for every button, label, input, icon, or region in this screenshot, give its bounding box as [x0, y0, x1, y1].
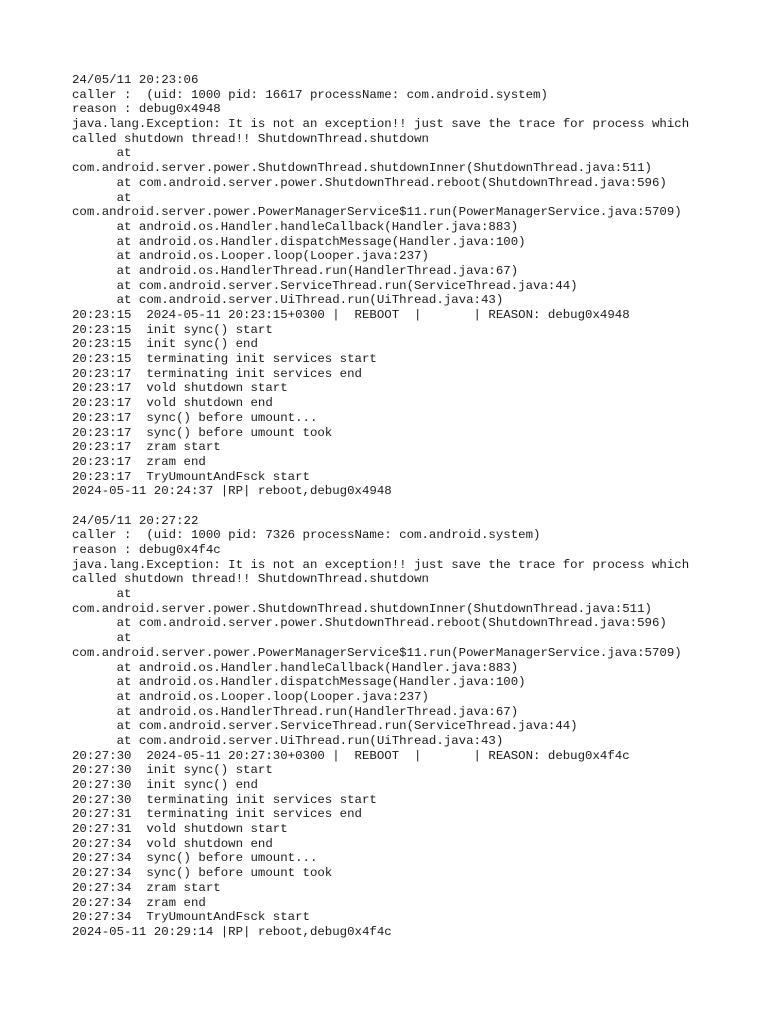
log-line: com.android.server.power.ShutdownThread.shutdownInner(ShutdownThread.java:511)	[72, 601, 652, 616]
log-line: at	[72, 631, 132, 646]
log-line: 20:23:17 sync() before umount took	[72, 425, 333, 440]
log-line: at	[72, 146, 132, 161]
log-line: reason : debug0x4948	[72, 102, 221, 117]
log-line: 20:23:17 zram start	[72, 440, 221, 455]
log-line: 20:27:30 2024-05-11 20:27:30+0300 | REBOOT | | REASON: debug0x4f4c	[72, 748, 630, 763]
log-line: 20:27:30 init sync() end	[72, 778, 258, 792]
log-line: caller : (uid: 1000 pid: 7326 processName: com.android.system)	[72, 528, 541, 543]
log-line: com.android.server.power.ShutdownThread.shutdownInner(ShutdownThread.java:511)	[72, 161, 652, 176]
log-entry	[72, 514, 752, 940]
log-line: called shutdown thread!! ShutdownThread.shutdown	[72, 131, 429, 146]
log-line: com.android.server.power.PowerManagerService$11.run(PowerManagerService.java:5709)	[72, 645, 682, 660]
log-line: at android.os.Handler.handleCallback(Handler.java:883)	[72, 660, 519, 675]
log-document	[72, 73, 752, 940]
log-line: called shutdown thread!! ShutdownThread.shutdown	[72, 572, 429, 587]
log-line: 24/05/11 20:23:06	[72, 73, 199, 87]
log-line: 20:23:17 zram end	[72, 454, 206, 469]
log-line: at	[72, 190, 132, 205]
log-line: 20:27:34 sync() before umount took	[72, 866, 333, 881]
log-line: com.android.server.power.PowerManagerService$11.run(PowerManagerService.java:5709)	[72, 205, 682, 220]
log-line: at com.android.server.UiThread.run(UiThread.java:43)	[72, 293, 504, 308]
log-line: at android.os.HandlerThread.run(HandlerThread.java:67)	[72, 263, 519, 278]
log-line: at android.os.Looper.loop(Looper.java:237)	[72, 249, 429, 264]
log-line: 20:23:17 vold shutdown start	[72, 381, 288, 396]
log-line: at android.os.Handler.handleCallback(Handler.java:883)	[72, 219, 519, 234]
log-line: at com.android.server.ServiceThread.run(ServiceThread.java:44)	[72, 278, 578, 293]
log-line: 2024-05-11 20:29:14 |RP| reboot,debug0x4f4c	[72, 924, 392, 939]
log-line: java.lang.Exception: It is not an exception!! just save the trace for process which	[72, 117, 690, 132]
log-line: at android.os.Handler.dispatchMessage(Handler.java:100)	[72, 234, 526, 249]
log-line: 20:23:15 init sync() end	[72, 337, 258, 352]
log-line: 20:23:15 2024-05-11 20:23:15+0300 | REBOOT | | REASON: debug0x4948	[72, 308, 630, 322]
log-entry	[72, 73, 752, 499]
log-line: at com.android.server.power.ShutdownThread.reboot(ShutdownThread.java:596)	[72, 616, 667, 631]
log-line: 20:23:17 terminating init services end	[72, 366, 362, 381]
log-line: 20:27:30 init sync() start	[72, 763, 273, 778]
log-line: 20:23:15 terminating init services start	[72, 352, 377, 367]
log-line: 20:23:17 sync() before umount...	[72, 410, 318, 425]
log-line: at	[72, 587, 132, 602]
log-line: at com.android.server.ServiceThread.run(ServiceThread.java:44)	[72, 719, 578, 734]
log-line: reason : debug0x4f4c	[72, 543, 221, 557]
log-line: 20:27:34 vold shutdown end	[72, 836, 273, 851]
log-line: 2024-05-11 20:24:37 |RP| reboot,debug0x4948	[72, 484, 392, 499]
log-line: 20:27:31 terminating init services end	[72, 807, 362, 822]
log-line: 24/05/11 20:27:22	[72, 513, 199, 528]
log-line: at android.os.Looper.loop(Looper.java:237)	[72, 689, 429, 704]
log-line: 20:23:17 vold shutdown end	[72, 396, 273, 411]
log-line: at com.android.server.UiThread.run(UiThread.java:43)	[72, 733, 504, 748]
log-line: at android.os.Handler.dispatchMessage(Handler.java:100)	[72, 675, 526, 690]
log-line: caller : (uid: 1000 pid: 16617 processName: com.android.system)	[72, 87, 548, 102]
log-line: 20:27:30 terminating init services start	[72, 792, 377, 807]
log-line: 20:23:17 TryUmountAndFsck start	[72, 469, 310, 484]
log-line: 20:27:34 sync() before umount...	[72, 851, 318, 866]
log-line: 20:27:34 zram start	[72, 880, 221, 895]
log-line: at android.os.HandlerThread.run(HandlerThread.java:67)	[72, 704, 519, 719]
log-line: 20:23:15 init sync() start	[72, 322, 273, 337]
log-line: 20:27:34 zram end	[72, 895, 206, 910]
log-line: at com.android.server.power.ShutdownThread.reboot(ShutdownThread.java:596)	[72, 175, 667, 190]
log-line: 20:27:31 vold shutdown start	[72, 822, 288, 837]
log-line: java.lang.Exception: It is not an exception!! just save the trace for process which	[72, 557, 690, 572]
log-line: 20:27:34 TryUmountAndFsck start	[72, 910, 310, 925]
